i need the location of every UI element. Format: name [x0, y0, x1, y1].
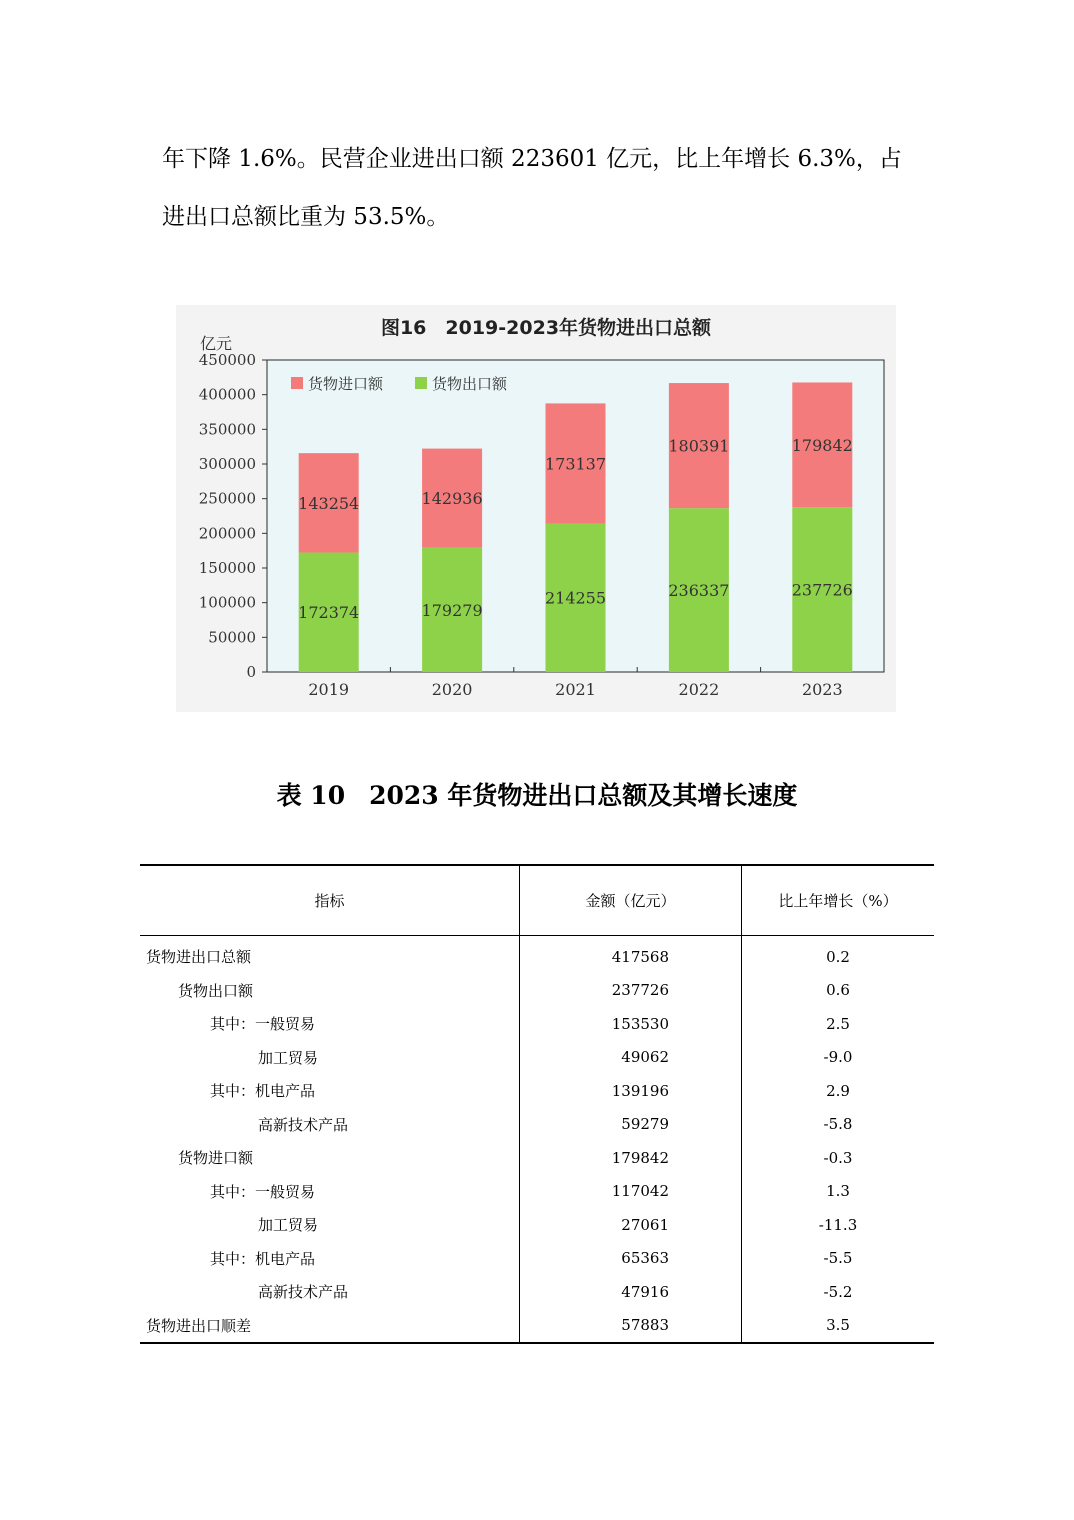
table-row: [140, 1041, 934, 1075]
table-row: [140, 1108, 934, 1142]
table-row: [140, 974, 934, 1008]
table-title-text: 2023 年货物进出口总额及其增长速度: [369, 781, 798, 810]
row-label: 加工贸易: [258, 1048, 319, 1067]
row-label: 其中：一般贸易: [210, 1015, 316, 1034]
x-tick-label: 2022: [678, 680, 720, 699]
row-amount: 57883: [520, 1309, 742, 1344]
row-label: 高新技术产品: [258, 1115, 349, 1134]
data-label-import: 143254: [298, 493, 360, 513]
row-growth: -5.2: [742, 1275, 935, 1309]
row-label: 加工贸易: [258, 1216, 319, 1235]
row-amount: 417568: [520, 936, 742, 974]
row-label: 货物出口额: [178, 981, 254, 1000]
table-row: [140, 1309, 934, 1344]
row-growth: 3.5: [742, 1309, 935, 1344]
y-tick-label: 450000: [198, 351, 256, 369]
row-growth: 2.9: [742, 1074, 935, 1108]
x-tick-label: 2023: [801, 680, 843, 699]
row-growth: 0.6: [742, 974, 935, 1008]
y-tick-label: 350000: [198, 420, 256, 439]
table-row: [140, 1242, 934, 1276]
x-tick-label: 2019: [308, 680, 350, 699]
table-row: [140, 1074, 934, 1108]
legend-swatch: [415, 377, 427, 389]
header-indicator: 指标: [140, 865, 520, 936]
y-tick-label: 400000: [198, 385, 256, 404]
data-label-import: 142936: [421, 489, 483, 509]
row-label: 货物进出口总额: [146, 948, 252, 967]
body-paragraph: [162, 130, 932, 246]
table-row: [140, 1175, 934, 1209]
data-label-export: 237726: [791, 580, 853, 600]
data-label-import: 173137: [544, 454, 607, 474]
row-growth: -5.8: [742, 1108, 935, 1142]
row-growth: -9.0: [742, 1041, 935, 1075]
trade-chart: [176, 305, 896, 712]
row-label: 其中：机电产品: [210, 1082, 316, 1101]
row-amount: 153530: [520, 1007, 742, 1041]
row-label: 高新技术产品: [258, 1283, 349, 1302]
row-growth: 0.2: [742, 936, 935, 974]
row-label: 货物进口额: [178, 1149, 254, 1168]
data-label-export: 179279: [421, 600, 483, 620]
y-tick-label: 200000: [198, 524, 256, 543]
x-tick-label: 2021: [555, 680, 596, 699]
row-amount: 237726: [520, 974, 742, 1008]
chart-title: 图16 2019-2023年货物进出口总额: [380, 317, 712, 339]
row-label: 其中：一般贸易: [210, 1182, 316, 1201]
paragraph-line-2: 进出口总额比重为 53.5%。: [162, 204, 450, 230]
data-label-export: 214255: [544, 588, 607, 608]
data-label-import: 179842: [791, 435, 853, 455]
legend-swatch: [291, 377, 303, 389]
row-amount: 179842: [520, 1141, 742, 1175]
row-growth: 2.5: [742, 1007, 935, 1041]
row-growth: -11.3: [742, 1208, 935, 1242]
y-tick-label: 250000: [198, 489, 256, 508]
row-amount: 27061: [520, 1208, 742, 1242]
data-label-export: 236337: [668, 581, 730, 601]
legend-label: 货物进口额: [308, 375, 384, 393]
row-growth: -0.3: [742, 1141, 935, 1175]
y-tick-label: 300000: [198, 455, 256, 473]
row-growth: -5.5: [742, 1242, 935, 1276]
y-tick-label: 100000: [198, 593, 256, 612]
trade-table: [140, 864, 934, 1344]
legend-label: 货物出口额: [432, 375, 508, 393]
y-tick-label: 50000: [208, 628, 256, 647]
table-header-row: [140, 865, 934, 936]
row-amount: 59279: [520, 1108, 742, 1142]
data-label-import: 180391: [668, 436, 730, 456]
y-tick-label: 150000: [198, 559, 256, 577]
x-tick-label: 2020: [431, 680, 473, 699]
header-growth: 比上年增长（%）: [742, 865, 935, 936]
table-row: [140, 1007, 934, 1041]
table-title: [0, 776, 1074, 812]
paragraph-line-1: 年下降 1.6%。民营企业进出口额 223601 亿元，比上年增长 6.3%，占: [162, 146, 902, 172]
row-label: 货物进出口顺差: [146, 1316, 252, 1335]
header-amount: 金额（亿元）: [520, 865, 742, 936]
table-row: [140, 1275, 934, 1309]
table-number: 表 10: [276, 781, 346, 810]
row-amount: 49062: [520, 1041, 742, 1075]
row-growth: 1.3: [742, 1175, 935, 1209]
row-amount: 65363: [520, 1242, 742, 1276]
table-row: [140, 936, 934, 974]
data-label-export: 172374: [298, 603, 360, 623]
row-amount: 139196: [520, 1074, 742, 1108]
chart-svg: [176, 305, 896, 712]
row-amount: 47916: [520, 1275, 742, 1309]
table-row: [140, 1141, 934, 1175]
y-tick-label: 0: [246, 663, 256, 681]
y-axis-unit-label: 亿元: [199, 334, 233, 353]
row-amount: 117042: [520, 1175, 742, 1209]
row-label: 其中：机电产品: [210, 1249, 316, 1268]
table-row: [140, 1208, 934, 1242]
